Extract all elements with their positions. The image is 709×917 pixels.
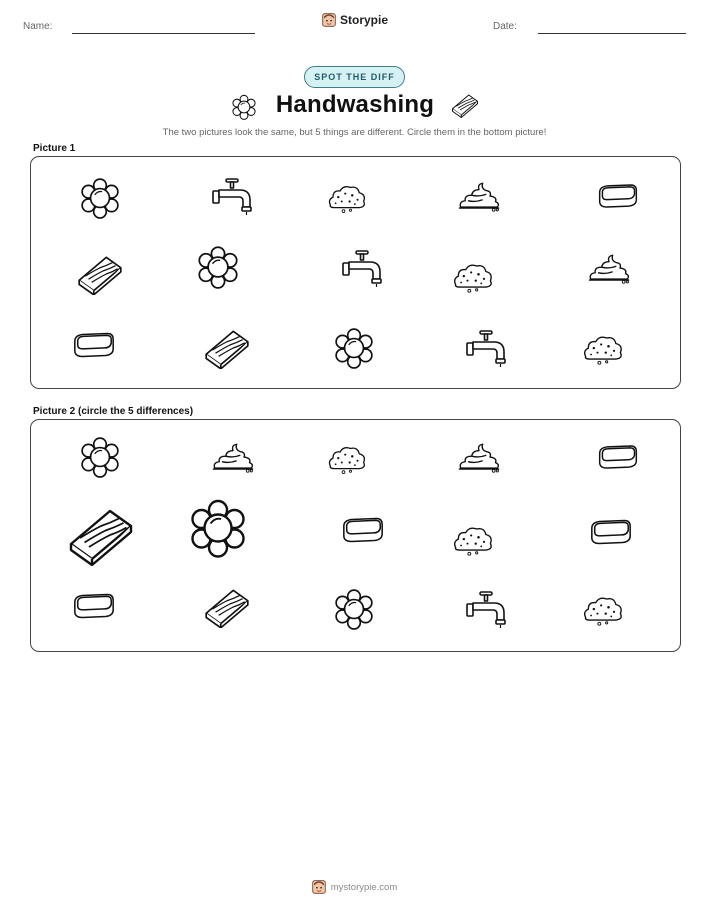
footer bbox=[0, 880, 709, 894]
date-line[interactable] bbox=[538, 33, 686, 34]
date-label: Date: bbox=[493, 21, 517, 32]
faucet-icon bbox=[340, 249, 384, 289]
faucet-icon bbox=[464, 590, 508, 630]
brand-name: Storypie bbox=[340, 13, 389, 27]
sponge-icon bbox=[79, 177, 121, 219]
faucet-icon bbox=[210, 177, 254, 217]
soap-bar-icon bbox=[71, 329, 117, 361]
storypie-logo-icon bbox=[312, 880, 326, 894]
footer-url[interactable]: mystorypie.com bbox=[330, 881, 398, 893]
foam-icon bbox=[581, 331, 625, 367]
towel-icon[interactable] bbox=[65, 504, 137, 566]
sponge-icon bbox=[333, 588, 375, 630]
name-label: Name: bbox=[23, 21, 53, 32]
foam-icon bbox=[451, 259, 495, 295]
sponge-icon bbox=[231, 94, 257, 120]
picture-1-label: Picture 1 bbox=[33, 143, 76, 154]
soap-bar-icon bbox=[71, 590, 117, 622]
page-title: Handwashing bbox=[275, 91, 435, 118]
soap-suds-icon bbox=[457, 442, 501, 474]
foam-icon bbox=[326, 181, 368, 215]
towel-icon bbox=[202, 586, 252, 628]
soap-suds-icon bbox=[587, 253, 631, 285]
towel-icon bbox=[202, 327, 252, 369]
soap-suds-icon[interactable] bbox=[211, 442, 255, 474]
foam-icon bbox=[326, 442, 368, 476]
instructions: The two pictures look the same, but 5 things are different. Circle them in the bottom picture! bbox=[162, 127, 547, 138]
brand-logo[interactable] bbox=[322, 13, 388, 27]
sponge-icon[interactable] bbox=[188, 498, 248, 558]
soap-bar-icon[interactable] bbox=[588, 516, 634, 548]
storypie-logo-icon bbox=[322, 13, 336, 27]
name-line[interactable] bbox=[72, 33, 255, 34]
picture-2-panel[interactable] bbox=[30, 419, 681, 652]
foam-icon bbox=[581, 592, 625, 628]
soap-suds-icon bbox=[457, 181, 501, 213]
soap-bar-icon bbox=[596, 181, 640, 211]
sponge-icon bbox=[333, 327, 375, 369]
foam-icon bbox=[451, 522, 495, 558]
sponge-icon bbox=[79, 436, 121, 478]
picture-2-label: Picture 2 (circle the 5 differences) bbox=[33, 406, 194, 417]
soap-bar-icon[interactable] bbox=[340, 514, 386, 546]
spot-the-diff-badge: SPOT THE DIFF bbox=[304, 66, 405, 88]
sponge-icon bbox=[196, 245, 240, 289]
soap-bar-icon bbox=[596, 442, 640, 472]
faucet-icon bbox=[464, 329, 508, 369]
picture-1-panel bbox=[30, 156, 681, 389]
towel-icon bbox=[75, 253, 125, 295]
towel-icon bbox=[450, 92, 480, 118]
